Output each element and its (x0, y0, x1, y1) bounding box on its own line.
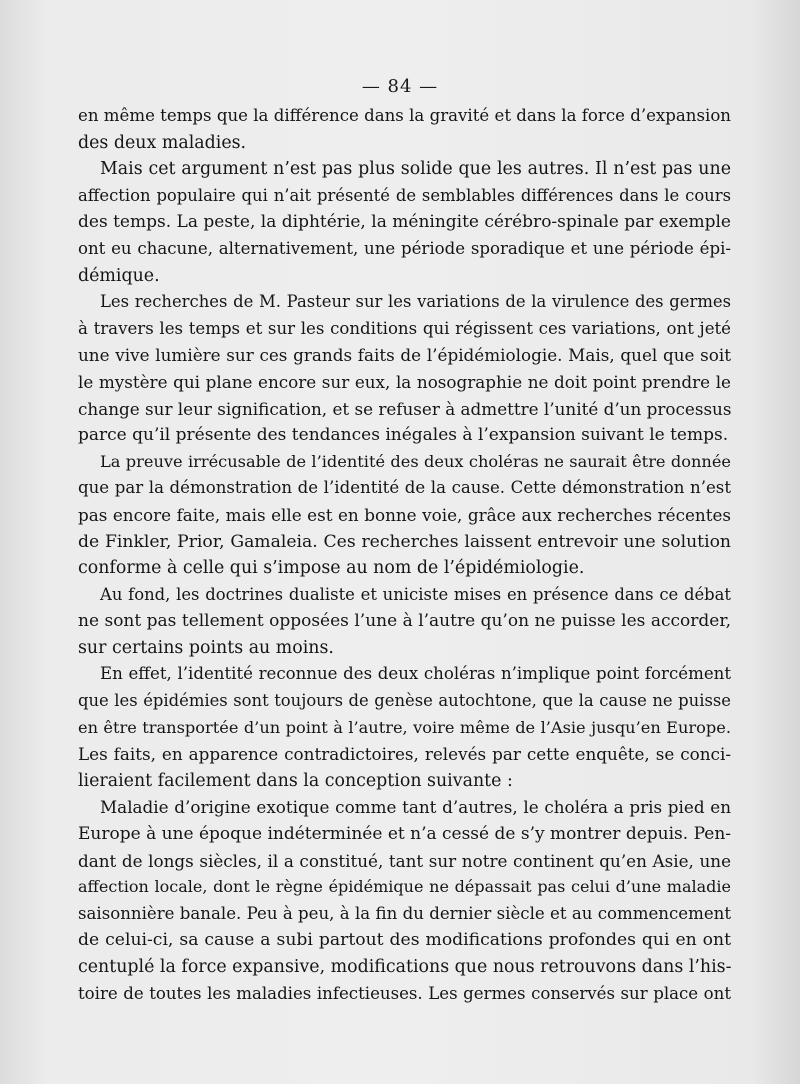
paragraph (78, 103, 731, 156)
text-line: des deux maladies. (78, 132, 247, 153)
text-line: de celui-ci, sa cause a subi partout des modifications profondes qui en ont (78, 930, 731, 951)
text-line: conforme à celle qui s’impose au nom de l’épidémiologie. (78, 558, 585, 579)
text-line: des temps. La peste, la diphtérie, la méningite cérébro-spinale par exemple (78, 212, 731, 233)
text-line: Maladie d’origine exotique comme tant d’autres, le choléra a pris pied en (100, 797, 731, 818)
text-line: une vive lumière sur ces grands faits de l’épidémiologie. Mais, quel que soit (78, 345, 731, 366)
text-line: en être transportée d’un point à l’autre, voire même de l’Asie jusqu’en Europe. (78, 717, 731, 737)
paragraph (78, 794, 731, 1007)
text-line: parce qu’il présente des tendances inégales à l’expansion suivant le temps. (78, 425, 729, 446)
text-line: affection populaire qui n’ait présenté de semblables différences dans le cours (78, 185, 731, 205)
text-line: affection locale, dont le règne épidémique ne dépassait pas celui d’une maladie (78, 877, 731, 897)
text-line: ont eu chacune, alternativement, une période sporadique et une période épi- (78, 238, 731, 258)
text-line: de Finkler, Prior, Gamaleia. Ces recherches laissent entrevoir une solution (78, 531, 731, 552)
text-line: change sur leur signification, et se refuser à admettre l’unité d’un processus (78, 398, 732, 419)
paragraph (78, 289, 731, 449)
text-line: Mais cet argument n’est pas plus solide que les autres. Il n’est pas une (100, 159, 731, 180)
text-line: saisonnière banale. Peu à peu, à la fin du dernier siècle et au commencement (78, 903, 731, 923)
text-line: dant de longs siècles, il a constitué, tant sur notre continent qu’en Asie, une (78, 850, 731, 871)
text-line: pas encore faite, mais elle est en bonne voie, grâce aux recherches récentes (78, 504, 731, 525)
text-line: En effet, l’identité reconnue des deux choléras n’implique point forcément (100, 664, 731, 684)
text-line: que par la démonstration de l’identité de la cause. Cette démonstration n’est (78, 478, 731, 498)
paragraph (78, 449, 731, 582)
text-line: Europe à une époque indéterminée et n’a cessé de s’y montrer depuis. Pen- (78, 824, 732, 845)
text-line: que les épidémies sont toujours de genèse autochtone, que la cause ne puisse (78, 691, 731, 711)
page-number: — 84 — (361, 76, 439, 97)
text-line: toire de toutes les maladies infectieuses. Les germes conservés sur place ont (78, 983, 731, 1003)
paragraph (78, 156, 731, 289)
text-line: La preuve irrécusable de l’identité des deux choléras ne saurait être donnée (100, 451, 731, 471)
text-line: Au fond, les doctrines dualiste et uniciste mises en présence dans ce débat (100, 584, 731, 604)
body-text (78, 103, 731, 1007)
text-line: lieraient facilement dans la conception suivante : (78, 770, 513, 791)
text-line: le mystère qui plane encore sur eux, la nosographie ne doit point prendre le (78, 371, 731, 392)
text-line: ne sont pas tellement opposées l’une à l’autre qu’on ne puisse les accorder, (78, 611, 731, 632)
paragraph (78, 661, 731, 794)
text-line: Les recherches de M. Pasteur sur les variations de la virulence des germes (100, 292, 731, 312)
text-line: démique. (78, 265, 160, 286)
text-line: centuplé la force expansive, modifications que nous retrouvons dans l’his- (78, 957, 732, 977)
text-line: sur certains points au moins. (78, 637, 334, 658)
text-line: à travers les temps et sur les conditions qui régissent ces variations, ont jeté (78, 318, 731, 338)
paragraph (78, 582, 731, 662)
text-line: en même temps que la différence dans la gravité et dans la force d’expansion (78, 106, 731, 125)
text-line: Les faits, en apparence contradictoires, relevés par cette enquête, se conci- (78, 744, 731, 765)
